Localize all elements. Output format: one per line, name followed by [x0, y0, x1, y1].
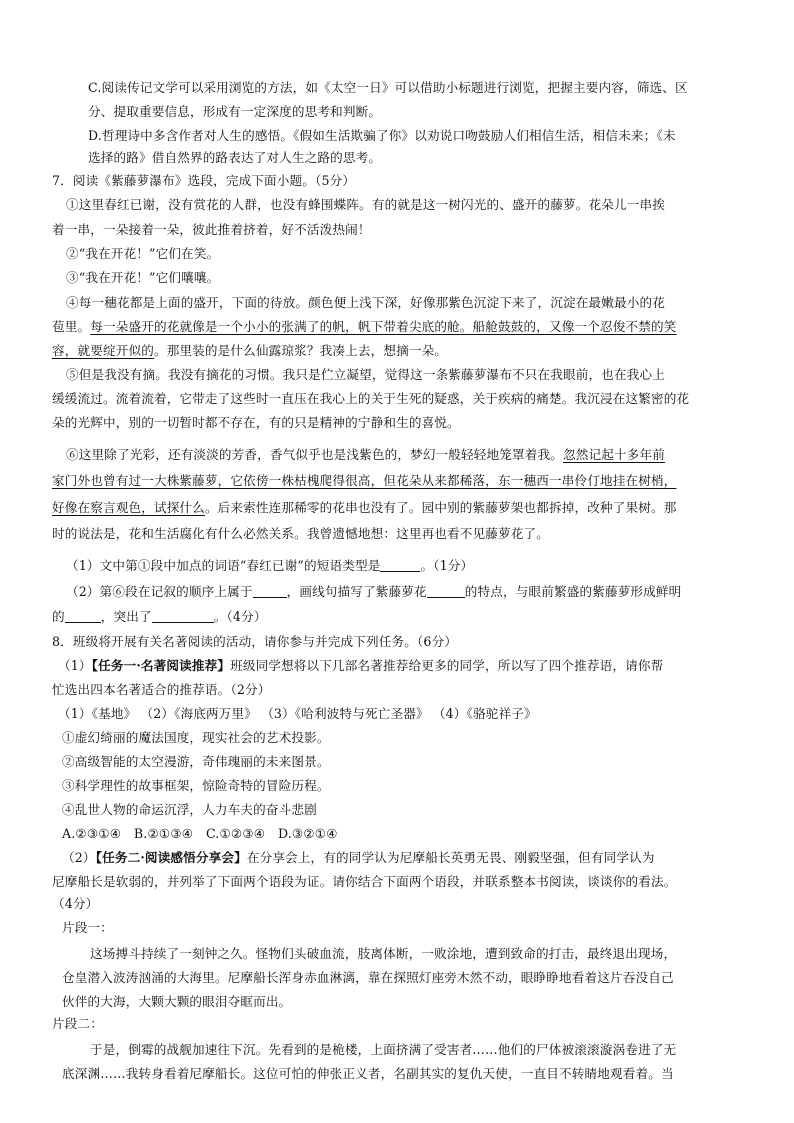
option-c-line-1: C.阅读传记文学可以采用浏览的方法，如《太空一日》可以借助小标题进行浏览，把握主要内容，筛选、区	[88, 80, 688, 95]
sub-question-2-line-1	[66, 584, 681, 600]
option-c-line-2: 分、提取重要信息，形成有一定深度的思考和判断。	[88, 104, 382, 119]
recommendation-4: ④乱世人物的命运沉浮，人力车夫的奋斗悲剧	[62, 802, 317, 817]
para-4-line-2	[52, 319, 676, 335]
excerpt-2-label: 片段二：	[52, 1016, 103, 1031]
underlined-recollection-end: 好像在察言观色，试探什么	[52, 500, 205, 515]
para-2: ②“我在开花！”它们在笑。	[66, 246, 220, 261]
task-2-number: （2）	[62, 850, 96, 865]
recommendation-1: ①虚幻绮丽的魔法国度，现实社会的艺术投影。	[62, 730, 330, 745]
excerpt-1-label: 片段一：	[62, 920, 113, 935]
book-list: （1）《基地》 （2）《海底两万里》 （3）《哈利波特与死亡圣器》 （4）《骆驼祥子》	[58, 706, 537, 721]
underlined-sentence: 每一朵盛开的花就像是一个小小的张满了的帆，帆下带着尖底的舱。船舱鼓鼓的，又像一个忍俊不禁的笑	[90, 319, 677, 334]
para-6-line-1	[66, 447, 665, 463]
answer-blank-phrase-type[interactable]	[380, 559, 420, 572]
para-3: ③“我在开花！”它们嚷嚷。	[66, 270, 220, 285]
answer-options: A.②③①④ B.②①③④ C.①②③④ D.③②①④	[62, 826, 338, 841]
task-2-text: 在分享会上，有的同学认为尼摩船长英勇无畏、刚毅坚强，但有同学认为	[246, 850, 655, 865]
underlined-recollection: 忽然记起十多年前	[563, 447, 665, 462]
para-5-line-1: ⑤但是我没有摘。我没有摘花的习惯。我只是伫立凝望，觉得这一条紫藤萝瀑布不只在我眼前，也在我心上	[66, 367, 665, 382]
task-1-line-2: 忙选出四本名著适合的推荐语。（2分）	[52, 682, 271, 697]
para-6-line-4: 时的说法是，花和生活腐化有什么必然关系。我曾遗憾地想：这里再也看不见藤萝花了。	[52, 526, 550, 541]
task-2-line-3: （4分）	[52, 896, 99, 911]
task-1-heading: 【任务一·名著阅读推荐】	[91, 658, 231, 673]
para-4-text-end: 。那里装的是什么仙露琼浆？我凑上去，想摘一朵。	[153, 343, 448, 358]
task-2-heading: 【任务二·阅读感悟分享会】	[95, 850, 247, 865]
para-6-text-cont: 。后来索性连那稀零的花串也没有了。园中别的紫藤萝架也都拆掉，改种了果树。那	[204, 500, 677, 515]
option-d-line-1: D.哲理诗中多含作者对人生的感悟。《假如生活欺骗了你》以劝说口吻鼓励人们相信生活，相信未来；《未	[88, 128, 676, 143]
sub-question-2-text: （2）第⑥段在记叙的顺序上属于	[66, 584, 253, 599]
para-1-line-2: 着一串，一朵接着一朵，彼此推着挤着，好不活泼热闹！	[52, 222, 371, 237]
excerpt-2-line-2: 底深渊……我转身看着尼摩船长。这位可怕的伸张正义者，名副其实的复仇天使，一直目不转睛地观看着。当	[62, 1066, 674, 1081]
sub-question-2-text-c: 的特点，与眼前繁盛的紫藤萝形成鲜明	[464, 584, 682, 599]
para-5-line-3: 朵的光辉中，别的一切暂时都不存在，有的只是精神的宁静和生的喜悦。	[52, 415, 460, 430]
question-8-title: 8．班级将开展有关名著阅读的活动，请你参与并完成下列任务。（6分）	[52, 634, 458, 649]
excerpt-1-line-3: 伙伴的大海，大颗大颗的眼泪夺眶而出。	[62, 994, 292, 1009]
task-1-text: 班级同学想将以下几部名著推荐给更多的同学，所以写了四个推荐语，请你帮	[230, 658, 664, 673]
recommendation-2: ②高级智能的太空漫游，奇伟瑰丽的未来图景。	[62, 754, 330, 769]
sub-question-1-text: （1）文中第①段中加点的词语“春红已谢”的短语类型是	[66, 558, 381, 573]
para-4-line-1: ④每一穗花都是上面的盛开，下面的待放。颜色便上浅下深，好像那紫色沉淀下来了，沉淀在最嫩最小的花	[66, 295, 665, 310]
answer-blank-narrative-order[interactable]	[253, 585, 287, 598]
para-4-line-3	[52, 343, 447, 359]
para-1-line-1: ①这里春红已谢，没有赏花的人群，也没有蜂围蝶阵。有的就是这一树闪光的、盛开的藤萝。花朵儿一串挨	[66, 197, 665, 212]
sub-question-2-text-d: 的	[52, 609, 65, 624]
task-1-line-1	[58, 658, 663, 674]
task-1-number: （1）	[58, 658, 92, 673]
task-2-line-2: 尼摩船长是软弱的，并列举了下面两个语段为证。请你结合下面两个语段，并联系整本书阅读，谈谈你的看法。	[52, 874, 677, 889]
answer-blank-flower-feature[interactable]	[427, 585, 465, 598]
answer-blank-contrast[interactable]	[65, 610, 101, 623]
task-2-line-1	[62, 850, 655, 866]
question-7-title: 7．阅读《紫藤萝瀑布》选段，完成下面小题。（5分）	[52, 173, 356, 188]
excerpt-1-line-2: 仓皇潜入波涛汹涌的大海里。尼摩船长浑身赤血淋漓，靠在探照灯座旁木然不动，眼睁睁地看着这片吞没自己	[62, 970, 674, 985]
para-5-line-2: 缓缓流过。流着流着，它带走了这些时一直压在我心上的关于生死的疑惑，关于疾病的痛楚。我沉浸在这繁密的花	[52, 391, 690, 406]
underlined-recollection-middle: 家门外也曾有过一大株紫藤萝，它依傍一株枯槐爬得很高，但花朵从来都稀落，东一穗西一串伶仃地挂在树梢，	[52, 473, 677, 488]
answer-blank-highlight[interactable]	[152, 610, 214, 623]
recommendation-3: ③科学理性的故事框架，惊险奇特的冒险历程。	[62, 778, 330, 793]
excerpt-1-line-1: 这场搏斗持续了一刻钟之久。怪物们头破血流，肢离体断，一败涂地，遭到致命的打击，最终退出现场，	[90, 946, 677, 961]
para-4-text: 苞里。	[52, 319, 91, 334]
option-d-line-2: 选择的路》借自然界的路表达了对人生之路的思考。	[88, 150, 382, 165]
excerpt-2-line-1: 于是，倒霉的战舰加速往下沉。先看到的是桅楼，上面挤满了受害者……他们的尸体被滚滚漩涡卷进了无	[90, 1042, 677, 1057]
sub-question-2-score: 。（4分）	[213, 609, 267, 624]
sub-question-1	[66, 558, 473, 574]
sub-question-1-score: 。（1分）	[420, 558, 474, 573]
sub-question-2-text-b: ，画线句描写了紫藤萝花	[286, 584, 427, 599]
underlined-sentence-end: 容，就要绽开似的	[52, 343, 154, 358]
para-6-line-2	[52, 473, 676, 489]
para-6-text: ⑥这里除了光彩，还有淡淡的芳香，香气似乎也是浅紫色的，梦幻一般轻轻地笼罩着我。	[66, 447, 564, 462]
para-6-line-3	[52, 500, 676, 516]
sub-question-2-line-2	[52, 609, 267, 625]
sub-question-2-text-e: ，突出了	[100, 609, 152, 624]
